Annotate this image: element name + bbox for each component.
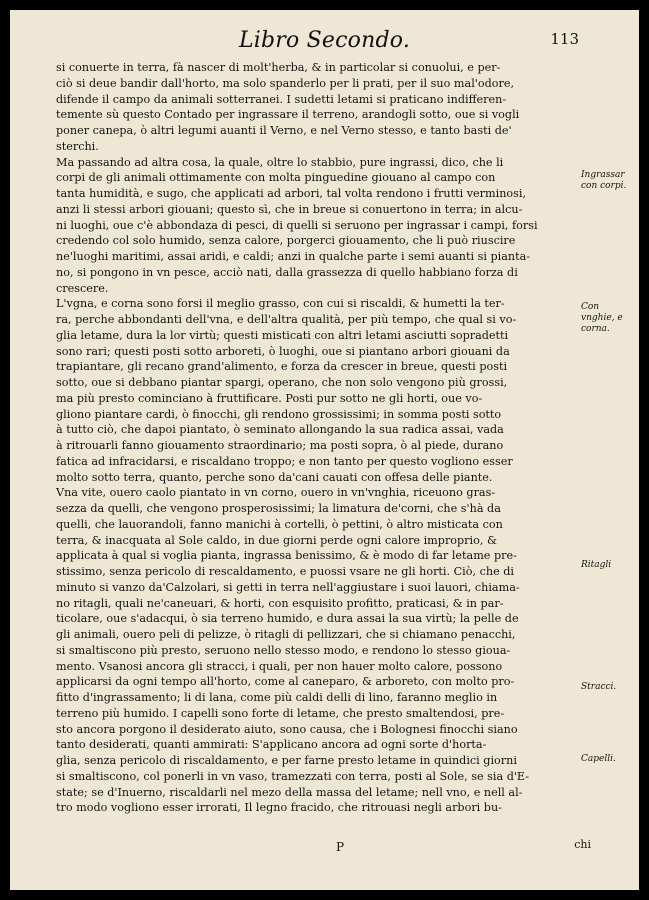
text-line: Vna vite, ouero caolo piantato in vn corno, ouero in vn'vnghia, riceuono gras- — [56, 486, 496, 500]
text-line: ticolare, oue s'adacqui, ò sia terreno humido, e dura assai la sua virtù; la pelle de — [56, 612, 519, 626]
margin-note-vnghie: Con vnghie, e corna. — [581, 302, 623, 334]
text-line: poner canepa, ò altri legumi auanti il Verno, e nel Verno stesso, e tanto basti de' — [56, 124, 512, 137]
text-line: applicata à qual si voglia pianta, ingrassa benissimo, & è modo di far letame pre- — [56, 549, 517, 563]
text-line: sezza da quelli, che vengono prosperosissimi; la limatura de'corni, che s'hà da — [56, 502, 501, 515]
text-line: ne'luoghi maritimi, assai aridi, e caldi; anzi in qualche parte i semi auanti si pianta- — [56, 250, 531, 263]
text-line: credendo col solo humido, senza calore, porgerci giouamento, che li può riuscire — [56, 234, 516, 248]
text-line: tro modo vogliono esser irrorati, Il legno fracido, che ritrouasi negli arbori bu- — [56, 801, 502, 815]
text-line: fatica ad infracidarsi, e riscaldano troppo; e non tanto per questo vogliono esser — [56, 454, 513, 468]
text-line: ra, perche abbondanti dell'vna, e dell'altra qualità, per più tempo, che qual si vo- — [56, 313, 517, 326]
text-line: applicarsi da ogni tempo all'horto, come al caneparo, & arboreto, con molto pro- — [56, 675, 515, 689]
margin-note-ritagli: Ritagli — [581, 560, 612, 570]
book-page — [10, 10, 639, 890]
text-line: glia letame, dura la lor virtù; questi misticati con altri letami asciutti sopradetti — [56, 328, 509, 342]
text-line: sono rari; questi posti sotto arboreti, ò luoghi, oue si piantano arbori giouani da — [56, 344, 510, 358]
text-line: terra, & inacquata al Sole caldo, in due giorni perde ogni calore improprio, & — [56, 533, 497, 547]
text-line: sterchi. — [56, 139, 99, 153]
running-title: Libro Secondo. — [238, 28, 411, 53]
text-line: si smaltiscono più presto, seruono nello stesso modo, e rendono lo stesso gioua- — [56, 643, 511, 657]
text-line: si conuerte in terra, fà nascer di molt'herba, & in particolar si conuolui, e per- — [56, 61, 501, 74]
text-line: gli animali, ouero peli di pelizze, ò ritagli di pellizzari, che si chiamano penacchi, — [56, 628, 516, 641]
text-line: no ritagli, quali ne'caneuari, & horti, con esquisito profitto, praticasi, & in par- — [56, 596, 504, 610]
text-line: tanta humidità, e sugo, che applicati ad arbori, tal volta rendono i frutti verminosi, — [56, 187, 527, 200]
text-line: state; se d'Inuerno, riscaldarli nel mezo della massa del letame; nell vno, e nell al- — [56, 785, 523, 799]
text-line: crescere. — [56, 281, 109, 295]
text-line: glia, senza pericolo di riscaldamento, e per farne presto letame in quindici giorni — [56, 754, 517, 767]
text-line: stissimo, senza pericolo di rescaldamento, e puossi vsare ne gli horti. Ciò, che di — [56, 565, 514, 578]
text-line: anzi li stessi arbori giouani; questo sì, che in breue si conuertono in terra; in alcu- — [56, 202, 523, 216]
text-line: fitto d'ingrassamento; li di lana, come più caldi delli di lino, faranno meglio in — [56, 691, 498, 704]
catchword: chi — [574, 838, 591, 851]
text-line: tanto desiderati, quanti ammirati: S'applicano ancora ad ogni sorte d'horta- — [56, 738, 487, 752]
text-line: ciò si deue bandir dall'horto, ma solo spanderlo per li prati, per il suo mal'odore, — [56, 76, 514, 90]
text-line: temente sù questo Contado per ingrassare il terreno, arandogli sotto, oue si vogli — [56, 108, 520, 122]
margin-note-capelli: Capelli. — [581, 754, 616, 764]
text-line: à ritrouarli fanno giouamento straordinario; ma posti sopra, ò al piede, durano — [56, 439, 504, 452]
text-line: mento. Vsanosi ancora gli stracci, i quali, per non hauer molto calore, possono — [56, 659, 503, 673]
body-text — [56, 60, 574, 816]
text-line: difende il campo da animali sotterranei. I sudetti letami si praticano indifferen- — [56, 92, 507, 106]
text-line: à tutto ciò, che dapoi piantato, ò seminato allongando la sua radica assai, vada — [56, 423, 504, 437]
text-line: molto sotto terra, quanto, perche sono da'cani cauati con offesa delle piante. — [56, 470, 493, 484]
text-line: sotto, oue si debbano piantar spargi, operano, che non solo vengono più grossi, — [56, 376, 508, 389]
signature-mark: P — [336, 840, 345, 854]
text-line: corpi de gli animali ottimamente con molta pinguedine giouano al campo con — [56, 171, 496, 185]
text-line: si smaltiscono, col ponerli in vn vaso, tramezzati con terra, posti al Sole, se sia d'E- — [56, 769, 530, 783]
text-line: ni luoghi, oue c'è abbondaza di pesci, di quelli si seruono per ingrassar i campi, forsi — [56, 218, 538, 232]
margin-note-stracci: Stracci. — [581, 682, 617, 692]
text-line: L'vgna, e corna sono forsi il meglio grasso, con cui si riscaldi, & humetti la ter- — [56, 297, 505, 311]
text-line: minuto si vanzo da'Calzolari, si getti in terra nell'aggiustare i suoi lauori, chiama- — [56, 580, 520, 594]
text-line: sto ancora porgono il desiderato aiuto, sono causa, che i Bolognesi finocchi siano — [56, 722, 518, 736]
text-line: terreno più humido. I capelli sono forte di letame, che presto smaltendosi, pre- — [56, 706, 505, 720]
margin-note-ingrassar: Ingrassar con corpi. — [581, 170, 627, 191]
text-line: quelli, che lauorandoli, fanno manichi à cortelli, ò pettini, ò altro misticata con — [56, 517, 503, 531]
text-line: gliono piantare cardi, ò finocchi, gli rendono grossissimi; in somma posti sotto — [56, 407, 502, 421]
text-line: ma più presto cominciano à fruttificare. Posti pur sotto ne gli horti, oue vo- — [56, 391, 483, 405]
page-number: 113 — [550, 30, 579, 48]
text-line: Ma passando ad altra cosa, la quale, oltre lo stabbio, pure ingrassi, dico, che li — [56, 155, 504, 169]
text-line: no, si pongono in vn pesce, acciò nati, dalla grassezza di quello habbiano forza di — [56, 265, 518, 279]
text-line: trapiantare, gli recano grand'alimento, e forza da crescer in breue, questi posti — [56, 360, 508, 374]
